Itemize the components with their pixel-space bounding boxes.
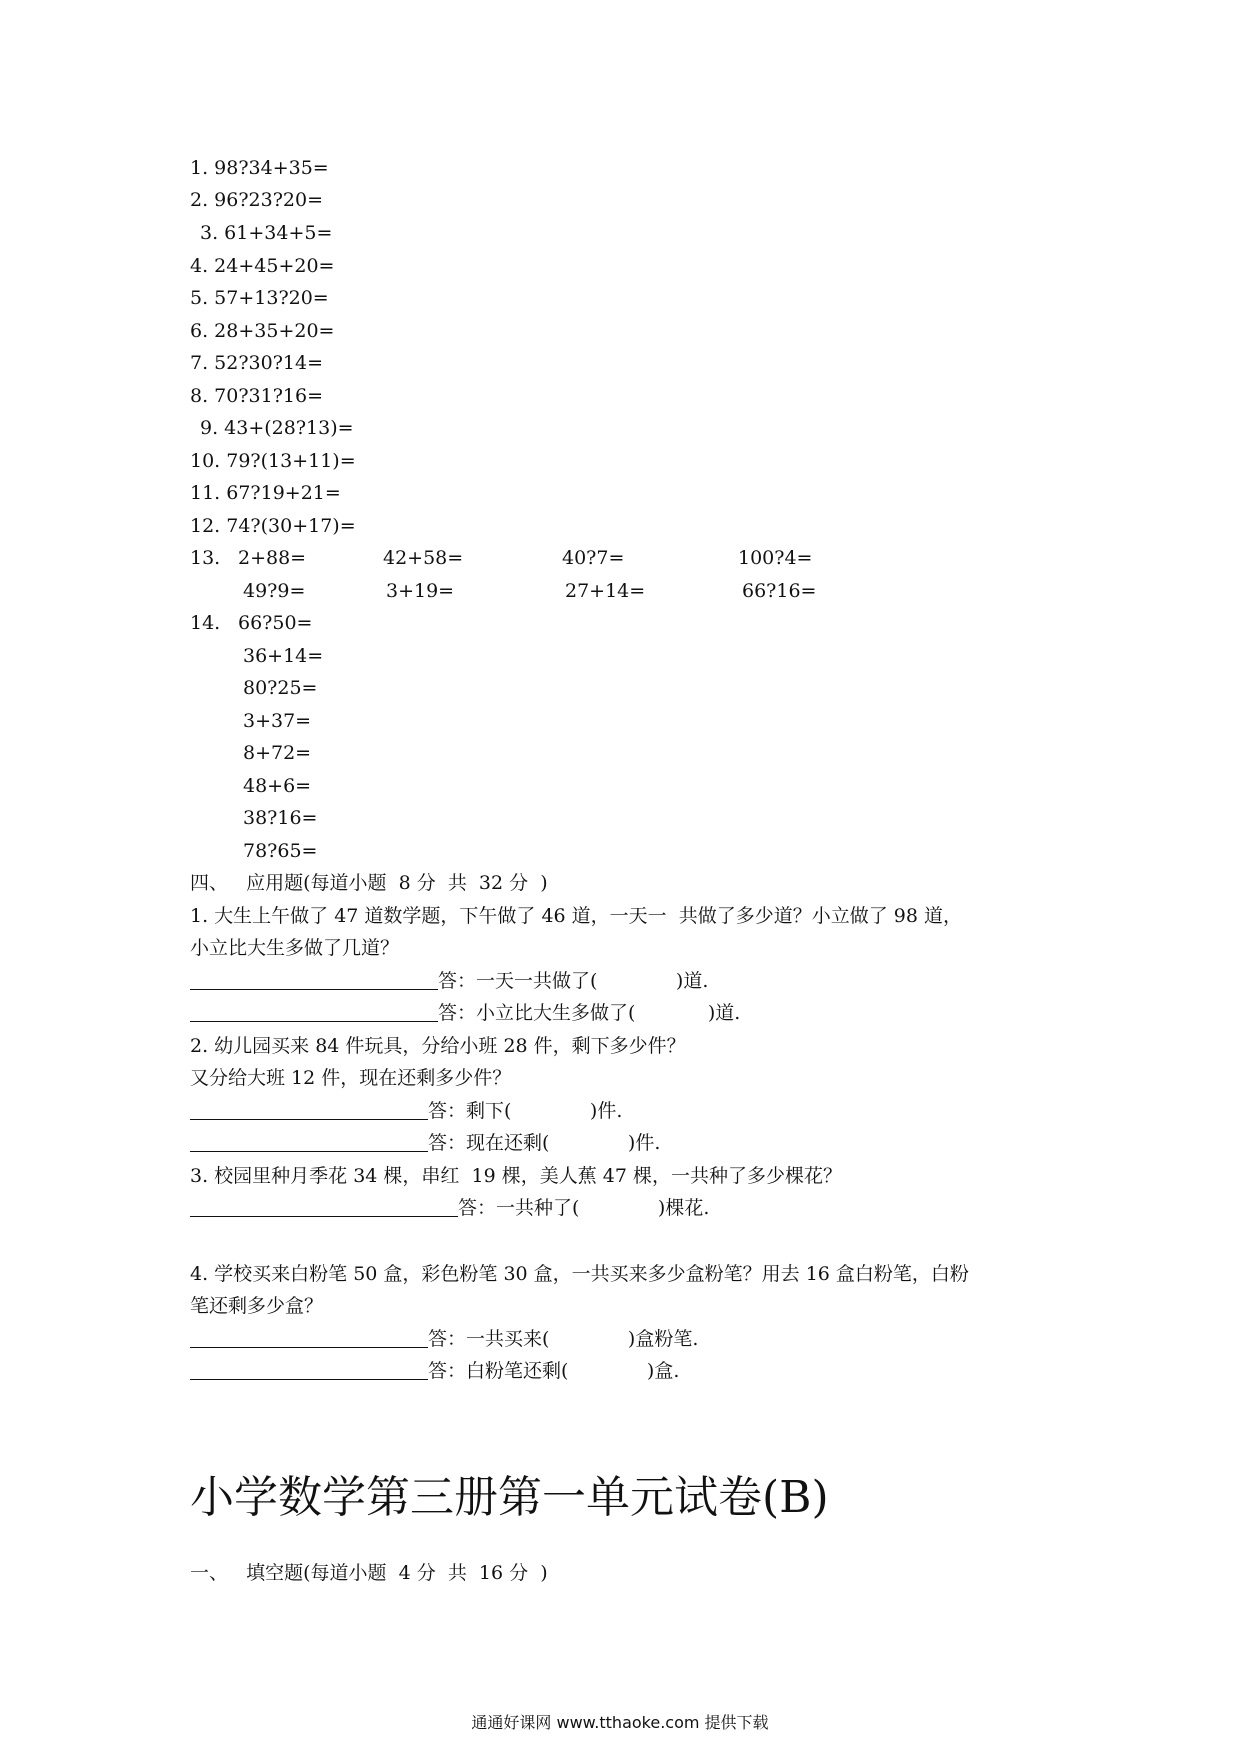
answer-blank[interactable] [190,1196,458,1217]
question-2-answer-line [190,1099,622,1123]
problem-8: 8. 70?31?16= [190,385,323,407]
answer-label: 答：一共买来( )盒粉笔. [428,1328,699,1350]
problem-14-item: 3+37= [243,710,312,732]
answer-label: 答：白粉笔还剩( )盒. [428,1360,680,1382]
problem-6: 6. 28+35+20= [190,320,335,342]
question-2-text: 又分给大班 12 件，现在还剩多少件？ [190,1067,512,1089]
problem-10: 10. 79?(13+11)= [190,450,356,472]
problem-5: 5. 57+13?20= [190,287,329,309]
question-4-answer-line [190,1327,698,1351]
problem-14-item: 78?65= [243,840,318,862]
problem-13-item: 40?7= [562,547,625,569]
question-1-answer-line [190,969,708,993]
problem-14-item: 36+14= [243,645,324,667]
answer-blank[interactable] [190,1099,428,1120]
answer-label: 答：一天一共做了( )道. [438,970,709,992]
section-4-heading: 四、 应用题(每道小题 8 分 共 32 分 ) [190,872,548,894]
question-4-text: 笔还剩多少盒？ [190,1295,324,1317]
problem-3: 3. 61+34+5= [200,222,333,244]
problem-13-item: 100?4= [738,547,813,569]
answer-blank[interactable] [190,1327,428,1348]
answer-label: 答：现在还剩( )件. [428,1132,661,1154]
problem-14-item: 8+72= [243,742,312,764]
problem-13-item: 66?16= [742,580,817,602]
problem-12: 12. 74?(30+17)= [190,515,356,537]
answer-blank[interactable] [190,1131,428,1152]
problem-7: 7. 52?30?14= [190,352,323,374]
exam-title: 小学数学第三册第一单元试卷(B) [190,1472,829,1523]
question-2-text: 2. 幼儿园买来 84 件玩具，分给小班 28 件，剩下多少件？ [190,1035,686,1057]
problem-13-item: 2+88= [238,547,307,569]
problem-11: 11. 67?19+21= [190,482,341,504]
question-1-text: 1. 大生上午做了 47 道数学题，下午做了 46 道，一天一 共做了多少道？小立做了 98 道， [190,905,963,927]
answer-label: 答：一共种了( )棵花. [458,1197,710,1219]
problem-13-item: 42+58= [383,547,464,569]
problem-14-label: 14. [190,612,221,634]
question-4-answer-line [190,1359,679,1383]
problem-9: 9. 43+(28?13)= [200,417,354,439]
problem-13-item: 27+14= [565,580,646,602]
answer-blank[interactable] [190,1001,438,1022]
question-3-answer-line [190,1196,709,1220]
problem-14-item: 66?50= [238,612,313,634]
problem-4: 4. 24+45+20= [190,255,335,277]
problem-13-label: 13. [190,547,221,569]
answer-blank[interactable] [190,969,438,990]
problem-14-item: 80?25= [243,677,318,699]
problem-13-item: 3+19= [386,580,455,602]
section-1-heading: 一、 填空题(每道小题 4 分 共 16 分 ) [190,1562,548,1584]
answer-blank[interactable] [190,1359,428,1380]
question-3-text: 3. 校园里种月季花 34 棵，串红 19 棵，美人蕉 47 棵，一共种了多少棵花？ [190,1165,842,1187]
problem-13-item: 49?9= [243,580,306,602]
question-1-text: 小立比大生多做了几道？ [190,937,400,959]
answer-label: 答：小立比大生多做了( )道. [438,1002,741,1024]
problem-14-item: 48+6= [243,775,312,797]
problem-1: 1. 98?34+35= [190,157,329,179]
question-1-answer-line [190,1001,740,1025]
footer-credit: 通通好课网 www.tthaoke.com 提供下载 [471,1713,769,1732]
answer-label: 答：剩下( )件. [428,1100,623,1122]
problem-14-item: 38?16= [243,807,318,829]
question-2-answer-line [190,1131,660,1155]
problem-2: 2. 96?23?20= [190,189,323,211]
question-4-text: 4. 学校买来白粉笔 50 盒，彩色粉笔 30 盒，一共买来多少盒粉笔？用去 16 盒白粉笔，白粉 [190,1263,969,1285]
